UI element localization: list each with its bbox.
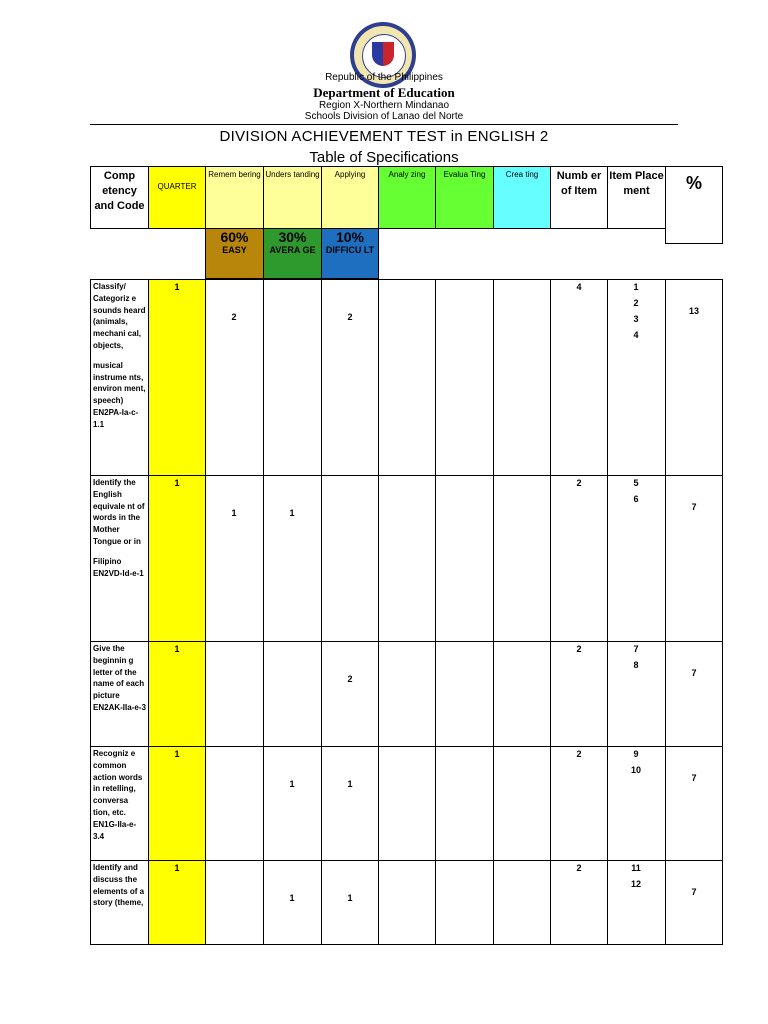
quarter-cell	[148, 475, 206, 642]
number-value: 4	[576, 282, 582, 292]
quarter-value: 1	[174, 863, 180, 873]
empty-cell	[378, 641, 436, 747]
placement-value: 1	[633, 282, 639, 292]
number-cell	[550, 279, 608, 476]
competency-cell	[90, 746, 149, 861]
number-cell	[550, 860, 608, 945]
percent-cell	[665, 746, 723, 861]
level-average	[263, 228, 322, 279]
placement-value: 6	[633, 494, 639, 504]
applying-value: 2	[347, 312, 353, 322]
number-cell	[550, 475, 608, 642]
col-quarter-header: QUARTER	[148, 166, 206, 229]
remembering-cell	[205, 860, 264, 945]
understanding-cell	[263, 641, 322, 747]
col-analyzing-header: Analy zing	[378, 166, 436, 229]
col-remembering-header: Remem bering	[205, 166, 264, 229]
col-number-header: Numb er of Item	[550, 166, 608, 229]
percent-value: 7	[691, 773, 697, 783]
remembering-cell	[205, 475, 264, 642]
percent-value: 7	[691, 502, 697, 512]
level-difficult-pct: 10%	[335, 229, 365, 245]
understanding-cell	[263, 860, 322, 945]
empty-cell	[435, 475, 494, 642]
placement-value: 2	[633, 298, 639, 308]
understanding-cell	[263, 746, 322, 861]
applying-cell	[321, 860, 379, 945]
placement-cell	[607, 475, 666, 642]
empty-cell	[378, 860, 436, 945]
percent-cell	[665, 860, 723, 945]
remembering-value: 1	[231, 508, 237, 518]
empty-cell	[493, 746, 551, 861]
competency-cell	[90, 475, 149, 642]
col-understanding-header: Unders tanding	[263, 166, 322, 229]
applying-cell	[321, 641, 379, 747]
seal-shield-icon	[372, 42, 394, 66]
quarter-cell	[148, 746, 206, 861]
placement-value: 8	[633, 660, 639, 670]
competency-text: Identify the English equivale nt of words in the Mother Tongue or in	[93, 478, 145, 546]
placement-cell	[607, 279, 666, 476]
level-easy-pct: 60%	[220, 229, 249, 245]
understanding-value: 1	[289, 779, 295, 789]
percent-value: 13	[688, 306, 699, 316]
percent-cell	[665, 475, 723, 642]
applying-cell	[321, 475, 379, 642]
placement-value: 5	[633, 478, 639, 488]
quarter-value: 1	[174, 749, 180, 759]
quarter-cell	[148, 641, 206, 747]
col-placement-header: Item Place ment	[607, 166, 666, 229]
number-value: 2	[576, 644, 582, 654]
competency-cell	[90, 641, 149, 747]
understanding-value: 1	[289, 893, 295, 903]
quarter-value: 1	[174, 644, 180, 654]
empty-cell	[493, 279, 551, 476]
placement-cell	[607, 641, 666, 747]
understanding-cell	[263, 475, 322, 642]
level-average-pct: 30%	[278, 229, 307, 245]
quarter-cell	[148, 279, 206, 476]
empty-cell	[378, 279, 436, 476]
empty-cell	[435, 860, 494, 945]
level-easy-label: EASY	[222, 245, 247, 255]
empty-cell	[493, 475, 551, 642]
applying-value: 1	[347, 893, 353, 903]
competency-text: Classify/ Categoriz e sounds heard (animals, mechani cal, objects,	[93, 282, 146, 350]
number-value: 2	[576, 478, 582, 488]
percent-cell	[665, 641, 723, 747]
percent-value: 7	[691, 887, 697, 897]
empty-cell	[435, 279, 494, 476]
department-line: Department of Education	[313, 85, 455, 100]
placement-cell	[607, 860, 666, 945]
placement-value: 4	[633, 330, 639, 340]
col-creating-header: Crea ting	[493, 166, 551, 229]
competency-code: EN2AK-IIa-e-3	[93, 702, 146, 712]
col-percent-header: %	[665, 166, 723, 244]
competency-code: EN2VD-Id-e-1	[93, 568, 144, 578]
placement-value: 9	[633, 749, 639, 759]
level-average-label: AVERA GE	[269, 245, 316, 255]
col-evaluating-header: Evalua Ting	[435, 166, 494, 229]
number-cell	[550, 641, 608, 747]
remembering-cell	[205, 641, 264, 747]
empty-cell	[378, 475, 436, 642]
empty-cell	[493, 860, 551, 945]
republic-line: Republic of the Philippines	[325, 72, 443, 83]
division-line: Schools Division of Lanao del Norte	[304, 111, 464, 122]
placement-value: 12	[630, 879, 641, 889]
col-applying-header: Applying	[321, 166, 379, 229]
quarter-cell	[148, 860, 206, 945]
empty-cell	[435, 746, 494, 861]
empty-cell	[493, 641, 551, 747]
quarter-value: 1	[174, 478, 180, 488]
applying-value: 1	[347, 779, 353, 789]
competency-text: Recogniz e common action words in retelling, conversa tion, etc.	[93, 749, 143, 817]
remembering-cell	[205, 279, 264, 476]
level-difficult-label: DIFFICU LT	[325, 245, 375, 255]
competency-text-cont: musical instrume nts, environ ment, speech)	[93, 360, 146, 406]
level-difficult	[321, 228, 379, 279]
competency-code: EN2PA-Ia-c-1.1	[93, 407, 139, 429]
remembering-cell	[205, 746, 264, 861]
competency-code: EN1G-IIa-e-3.4	[93, 819, 137, 841]
competency-text: Identify and discuss the elements of a story (theme,	[93, 863, 145, 908]
level-easy	[205, 228, 264, 279]
understanding-value: 1	[289, 508, 295, 518]
number-value: 2	[576, 863, 582, 873]
competency-cell	[90, 279, 149, 476]
applying-value: 2	[347, 674, 353, 684]
applying-cell	[321, 279, 379, 476]
competency-cell	[90, 860, 149, 945]
percent-value: 7	[691, 668, 697, 678]
remembering-value: 2	[231, 312, 237, 322]
placement-value: 11	[631, 863, 641, 873]
placement-value: 7	[633, 644, 639, 654]
percent-cell	[665, 279, 723, 476]
placement-cell	[607, 746, 666, 861]
placement-value: 3	[633, 314, 639, 324]
understanding-cell	[263, 279, 322, 476]
number-value: 2	[576, 749, 582, 759]
table-title: Table of Specifications	[309, 149, 459, 166]
region-line: Region X-Northern Mindanao	[318, 100, 450, 111]
number-cell	[550, 746, 608, 861]
col-competency-header: Comp etency and Code	[90, 166, 149, 229]
empty-cell	[378, 746, 436, 861]
competency-text: Give the beginnin g letter of the name of each picture	[93, 644, 145, 701]
empty-cell	[435, 641, 494, 747]
quarter-value: 1	[174, 282, 180, 292]
test-title: DIVISION ACHIEVEMENT TEST in ENGLISH 2	[219, 128, 549, 145]
applying-cell	[321, 746, 379, 861]
competency-text-cont: Filipino	[93, 556, 122, 566]
placement-value: 10	[630, 765, 641, 775]
header-divider	[90, 124, 678, 125]
